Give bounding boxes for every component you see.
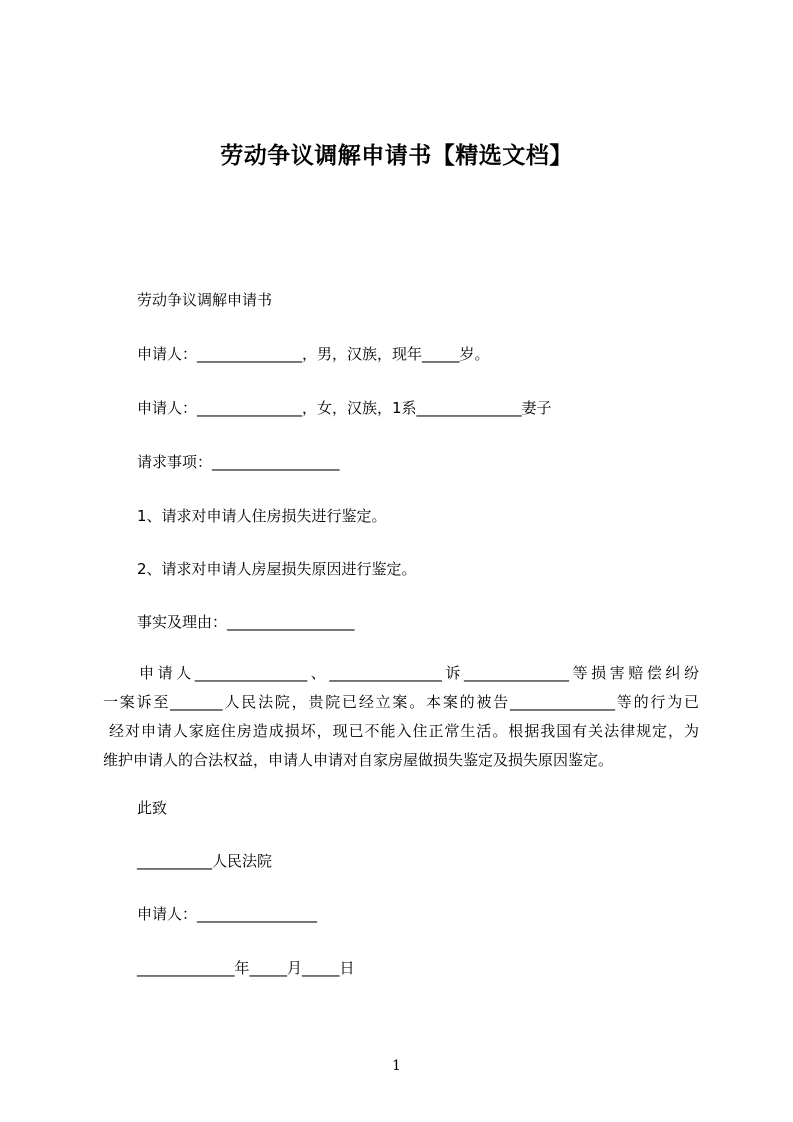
signature-line: 申请人：________________ — [137, 905, 318, 923]
applicant-line-2: 申请人：______________，女，汉族，1系______________妻子 — [137, 399, 552, 417]
closing-text: 此致 — [137, 799, 168, 817]
page-number: 1 — [392, 1058, 401, 1074]
date-line: _____________年_____月_____日 — [137, 959, 355, 977]
facts-label: 事实及理由：_________________ — [137, 613, 355, 631]
facts-line: 经对申请人家庭住房造成损坏，现已不能入住正常生活。根据我国有关法律规定，为 — [109, 722, 699, 740]
facts-line: 申请人_______________、_______________诉______________等损害赔偿纠纷 — [139, 664, 699, 682]
applicant-line-1: 申请人：______________，男，汉族，现年_____岁。 — [137, 345, 490, 363]
facts-paragraph — [103, 659, 699, 775]
facts-line: 一案诉至_______人民法院，贵院已经立案。本案的被告______________等的行为已 — [103, 693, 699, 711]
facts-line: 维护申请人的合法权益，申请人申请对自家房屋做损失鉴定及损失原因鉴定。 — [103, 751, 614, 769]
document-title: 劳动争议调解申请书【精选文档】 — [220, 143, 573, 169]
request-label: 请求事项：_________________ — [137, 453, 340, 471]
request-item-2: 2、请求对申请人房屋损失原因进行鉴定。 — [137, 560, 417, 578]
request-item-1: 1、请求对申请人住房损失进行鉴定。 — [137, 507, 387, 525]
section-heading: 劳动争议调解申请书 — [137, 291, 273, 309]
court-line: __________人民法院 — [137, 852, 273, 870]
